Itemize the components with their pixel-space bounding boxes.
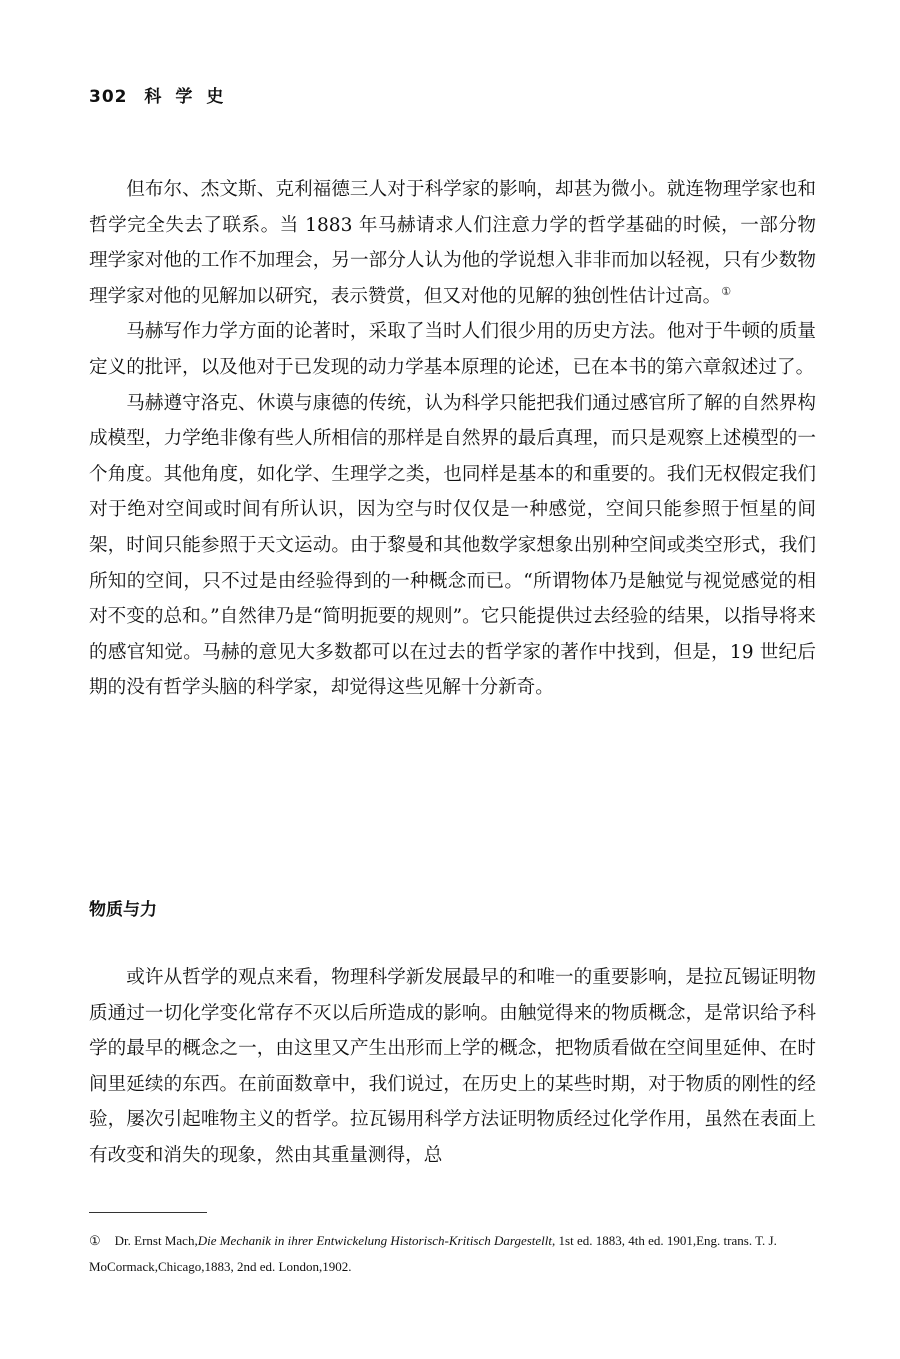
body-text-top — [89, 172, 816, 706]
paragraph: 马赫写作力学方面的论著时，采取了当时人们很少用的历史方法。他对于牛顿的质量定义的批评，以及他对于已发现的动力学基本原理的论述，已在本书的第六章叙述过了。 — [89, 321, 816, 378]
footnote-divider — [89, 1212, 207, 1213]
footnote-mark: ① — [89, 1233, 101, 1248]
footnote — [89, 1228, 816, 1280]
section-heading: 物质与力 — [89, 900, 157, 920]
footnote-author: Dr. Ernst Mach, — [114, 1233, 198, 1248]
body-text-bottom — [89, 960, 816, 1174]
footnote-publication: , 1st ed. 1883, 4th ed. 1901,Eng. trans. T. J. MoCormack,Chicago,1883, 2nd ed. London,1902. — [89, 1233, 777, 1274]
paragraph — [89, 172, 816, 314]
running-title: 科学史 — [144, 87, 238, 107]
paragraph: 马赫遵守洛克、休谟与康德的传统，认为科学只能把我们通过感官所了解的自然界构成模型，力学绝非像有些人所相信的那样是自然界的最后真理，而只是观察上述模型的一个角度。其他角度，如化学、生理学之类，也同样是基本的和重要的。我们无权假定我们对于绝对空间或时间有所认识，因为空与时仅仅是一种感觉，空间只能参照于恒星的间架，时间只能参照于天文运动。由于黎曼和其他数学家想象出别种空间或类空形式，我们所知的空间，只不过是由经验得到的一种概念而已。“所谓物体乃是触觉与视觉感觉的相对不变的总和。”自然律乃是“简明扼要的规则”。它只能提供过去经验的结果，以指导将来的感官知觉。马赫的意见大多数都可以在过去的哲学家的著作中找到，但是，19 世纪后期的没有哲学头脑的科学家，却觉得这些见解十分新奇。 — [89, 392, 816, 699]
paragraph: 或许从哲学的观点来看，物理科学新发展最早的和唯一的重要影响，是拉瓦锡证明物质通过一切化学变化常存不灭以后所造成的影响。由触觉得来的物质概念，是常识给予科学的最早的概念之一，由这里又产生出形而上学的概念，把物质看做在空间里延伸、在时间里延续的东西。在前面数章中，我们说过，在历史上的某些时期，对于物质的刚性的经验，屡次引起唯物主义的哲学。拉瓦锡用科学方法证明物质经过化学作用，虽然在表面上有改变和消失的现象，然由其重量测得，总 — [89, 967, 816, 1166]
footnote-reference[interactable]: ① — [721, 284, 732, 298]
footnote-book-title: Die Mechanik in ihrer Entwickelung Historisch-Kritisch Dargestellt — [197, 1233, 553, 1248]
paragraph-text: 但布尔、杰文斯、克利福德三人对于科学家的影响，却甚为微小。就连物理学家也和哲学完全失去了联系。当 1883 年马赫请求人们注意力学的哲学基础的时候，一部分物理学家对他的工作不加理会，另一部分人认为他的学说想入非非而加以轻视，只有少数物理学家对他的见解加以研究，表示赞赏，但又对他的见解的独创性估计过高。 — [89, 179, 816, 307]
running-header — [89, 82, 237, 107]
page-number: 302 — [89, 87, 128, 107]
